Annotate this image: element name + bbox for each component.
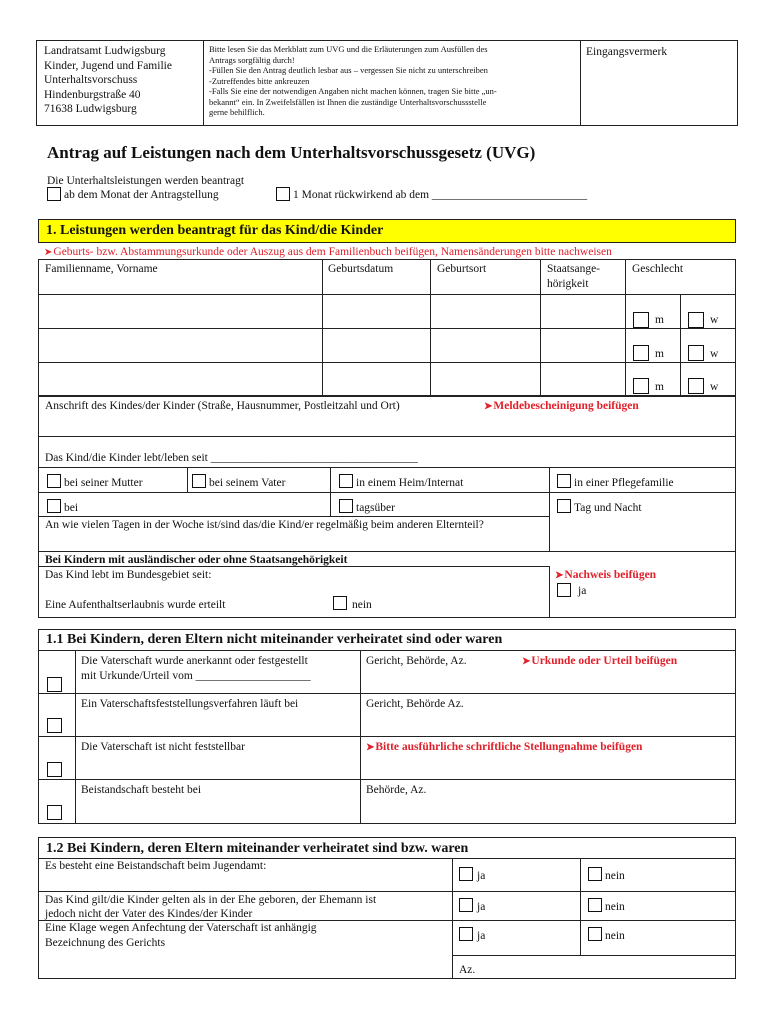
q3-no-label: nein: [605, 930, 625, 942]
col-nationality-1: Staatsange-: [547, 263, 601, 275]
intro-text: Die Unterhaltsleistungen werden beantragt: [47, 175, 245, 187]
checkbox-gender-w-2[interactable]: [688, 345, 704, 361]
checkbox-q1-no[interactable]: [588, 867, 602, 881]
instruction-line: Antrags sorgfältig durch!: [209, 54, 295, 65]
foreign-note: ➤ Nachweis beifügen: [555, 568, 656, 583]
checkbox-gender-m-1[interactable]: [633, 312, 649, 328]
q2-no-label: nein: [605, 901, 625, 913]
checkbox-foreign-yes[interactable]: [557, 583, 571, 597]
day-and-night-label: Tag und Nacht: [574, 502, 642, 514]
option-month-of-application: ab dem Monat der Antragstellung: [64, 189, 219, 201]
bei-label: bei: [64, 502, 79, 514]
option-retroactive: 1 Monat rückwirkend ab dem ___________________________: [293, 189, 588, 201]
with-mother-label: bei seiner Mutter: [64, 477, 143, 489]
col-name: Familienname, Vorname: [45, 263, 158, 275]
col-gender: Geschlecht: [632, 263, 684, 275]
gender-w-label: w: [710, 381, 719, 393]
marriage-question-2: jedoch nicht der Vater des Kindes/der Kinder: [45, 908, 253, 920]
gender-m-label: m: [655, 314, 664, 326]
section12-heading: 1.2 Bei Kindern, deren Eltern miteinander verheiratet sind bzw. waren: [46, 841, 469, 856]
checkbox-paternity-procedure[interactable]: [47, 718, 62, 733]
checkbox-guardianship[interactable]: [47, 805, 62, 820]
form-title: Antrag auf Leistungen nach dem Unterhaltsvorschussgesetz (UVG): [47, 143, 536, 162]
address-line: 71638 Ludwigsburg: [44, 103, 137, 115]
document-note: ➤ Urkunde oder Urteil beifügen: [522, 654, 677, 669]
instruction-line: gerne behilflich.: [209, 107, 265, 117]
checkbox-gender-w-3[interactable]: [688, 378, 704, 394]
q1-yes-label: ja: [477, 870, 486, 882]
col-birthplace: Geburtsort: [437, 263, 487, 275]
foreign-since-label: Das Kind lebt im Bundesgebiet seit:: [45, 569, 212, 581]
court-name-label: Bezeichnung des Gerichts: [45, 937, 166, 949]
checkbox-permit-no[interactable]: [333, 596, 347, 610]
guardianship-question: Es besteht eine Beistandschaft beim Jugendamt:: [45, 860, 267, 872]
checkbox-gender-m-2[interactable]: [633, 345, 649, 361]
paternity-document-label: mit Urkunde/Urteil vom ____________________: [81, 670, 311, 682]
days-question: An wie vielen Tagen in der Woche ist/sind das/die Kind/er regelmäßig beim anderen Elternteil?: [45, 519, 484, 531]
paternity-procedure-label: Ein Vaterschaftsfeststellungsverfahren läuft bei: [81, 698, 299, 710]
marriage-question-1: Das Kind gilt/die Kinder gelten als in der Ehe geboren, der Ehemann ist: [45, 894, 377, 906]
permit-label: Eine Aufenthaltserlaubnis wurde erteilt: [45, 599, 226, 611]
col-birthdate: Geburtsdatum: [328, 263, 394, 275]
q1-no-label: nein: [605, 870, 625, 882]
daytime-label: tagsüber: [356, 502, 395, 514]
checkbox-in-home[interactable]: [339, 474, 353, 488]
receipt-stamp-label: Eingangsvermerk: [586, 46, 668, 58]
authority-label: Behörde, Az.: [366, 784, 427, 796]
checkbox-month-of-application[interactable]: [47, 187, 61, 201]
checkbox-q1-yes[interactable]: [459, 867, 473, 881]
instruction-line: -Füllen Sie den Antrag deutlich lesbar aus – vergessen Sie nicht zu unterschreiben: [209, 65, 488, 75]
checkbox-day-and-night[interactable]: [557, 499, 571, 513]
foreign-yes-label: ja: [578, 585, 587, 597]
gender-w-label: w: [710, 314, 719, 326]
gender-m-label: m: [655, 381, 664, 393]
gender-m-label: m: [655, 348, 664, 360]
lawsuit-question: Eine Klage wegen Anfechtung der Vaterschaft ist anhängig: [45, 922, 317, 934]
checkbox-foster-family[interactable]: [557, 474, 571, 488]
in-home-label: in einem Heim/Internat: [356, 477, 464, 489]
address-label: Anschrift des Kindes/der Kinder (Straße, Hausnummer, Postleitzahl und Ort): [45, 400, 400, 412]
foster-family-label: in einer Pflegefamilie: [574, 477, 674, 489]
q2-yes-label: ja: [477, 901, 486, 913]
checkbox-q2-yes[interactable]: [459, 898, 473, 912]
foreign-heading: Bei Kindern mit ausländischer oder ohne Staatsangehörigkeit: [45, 554, 348, 566]
instruction-line: bekannt“ ein. In Zweifelsfällen ist Ihnen die zuständige Unterhaltsvorschussstelle: [209, 96, 487, 107]
address-note: ➤ Meldebescheinigung beifügen: [484, 399, 639, 414]
checkbox-q3-no[interactable]: [588, 927, 602, 941]
checkbox-daytime[interactable]: [339, 499, 353, 513]
checkbox-bei[interactable]: [47, 499, 61, 513]
checkbox-paternity-acknowledged[interactable]: [47, 677, 62, 692]
authority-address: [44, 44, 172, 117]
checkbox-retroactive[interactable]: [276, 187, 290, 201]
checkbox-with-mother[interactable]: [47, 474, 61, 488]
permit-no-label: nein: [352, 599, 372, 611]
address-line: Kinder, Jugend und Familie: [44, 59, 172, 72]
address-line: Unterhaltsvorschuss: [44, 74, 138, 86]
section1-note-text: Geburts- bzw. Abstammungsurkunde oder Auszug aus dem Familienbuch beifügen, Namensänderungen bitte nachweisen: [53, 246, 612, 258]
with-father-label: bei seinem Vater: [209, 477, 286, 489]
instructions: [209, 44, 577, 118]
checkbox-q3-yes[interactable]: [459, 927, 473, 941]
instruction-line: -Falls Sie eine der notwendigen Angaben nicht machen können, tragen Sie bitte „un-: [209, 86, 497, 96]
address-line: Landratsamt Ludwigsburg: [44, 45, 166, 57]
checkbox-paternity-undeterminable[interactable]: [47, 762, 62, 777]
case-number-label: Az.: [459, 964, 476, 976]
court-authority-label-2: Gericht, Behörde Az.: [366, 698, 464, 710]
instruction-line: -Zutreffendes bitte ankreuzen: [209, 75, 310, 86]
checkbox-q2-no[interactable]: [588, 898, 602, 912]
lives-since-label: Das Kind/die Kinder lebt/leben seit ____________________________________: [45, 452, 418, 464]
paternity-undeterminable-label: Die Vaterschaft ist nicht feststellbar: [81, 741, 245, 753]
section1-heading: 1. Leistungen werden beantragt für das Kind/die Kinder: [46, 223, 384, 238]
statement-note: ➤ Bitte ausführliche schriftliche Stellungnahme beifügen: [366, 740, 642, 755]
instruction-line: Bitte lesen Sie das Merkblatt zum UVG und die Erläuterungen zum Ausfüllen des: [209, 44, 488, 54]
paternity-acknowledged-label: Die Vaterschaft wurde anerkannt oder festgestellt: [81, 655, 308, 667]
section1-note: [44, 245, 612, 260]
col-nationality-2: hörigkeit: [547, 278, 589, 290]
checkbox-gender-w-1[interactable]: [688, 312, 704, 328]
q3-yes-label: ja: [477, 930, 486, 942]
address-line: Hindenburgstraße 40: [44, 88, 141, 101]
checkbox-gender-m-3[interactable]: [633, 378, 649, 394]
court-authority-label: Gericht, Behörde, Az.: [366, 655, 467, 667]
gender-w-label: w: [710, 348, 719, 360]
guardianship-label: Beistandschaft besteht bei: [81, 784, 202, 796]
checkbox-with-father[interactable]: [192, 474, 206, 488]
section11-heading: 1.1 Bei Kindern, deren Eltern nicht miteinander verheiratet sind oder waren: [46, 632, 503, 647]
